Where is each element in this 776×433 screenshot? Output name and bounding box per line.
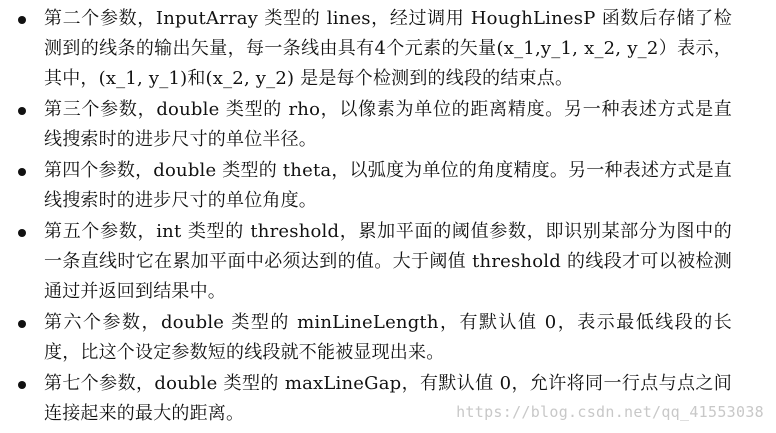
list-item <box>14 156 732 216</box>
list-item <box>14 95 732 155</box>
list-item-text: 第五个参数，int 类型的 threshold，累加平面的阈值参数，即识别某部分为图中的一条直线时它在累加平面中必须达到的值。大于阈值 threshold 的线段才可以被检测通过并返回到结果中。 <box>44 221 732 302</box>
bullet-icon <box>18 16 26 24</box>
list-item-text: 第二个参数，InputArray 类型的 lines，经过调用 HoughLinesP 函数后存储了检测到的线条的输出矢量，每一条线由具有4个元素的矢量(x_1,y_1, x_2, y_2）表示，其中，(x_1, y_1)和(x_2, y_2) 是是每个检测到的线段的结束点。 <box>44 8 732 89</box>
bullet-icon <box>18 381 26 389</box>
list-item-text: 第七个参数，double 类型的 maxLineGap，有默认值 0，允许将同一行点与点之间连接起来的最大的距离。 <box>44 373 732 424</box>
list-item-text: 第三个参数，double 类型的 rho，以像素为单位的距离精度。另一种表述方式是直线搜索时的进步尺寸的单位半径。 <box>44 99 732 150</box>
bullet-icon <box>18 320 26 328</box>
bullet-icon <box>18 168 26 176</box>
watermark: https://blog.csdn.net/qq_41553038 <box>456 403 764 421</box>
parameter-list <box>14 4 732 430</box>
list-item <box>14 217 732 307</box>
list-item-text: 第六个参数，double 类型的 minLineLength，有默认值 0，表示最低线段的长度，比这个设定参数短的线段就不能被显现出来。 <box>44 312 732 363</box>
bullet-icon <box>18 229 26 237</box>
list-item <box>14 308 732 368</box>
bullet-icon <box>18 107 26 115</box>
list-item <box>14 4 732 94</box>
list-item-text: 第四个参数，double 类型的 theta，以弧度为单位的角度精度。另一种表述方式是直线搜索时的进步尺寸的单位角度。 <box>44 160 732 211</box>
